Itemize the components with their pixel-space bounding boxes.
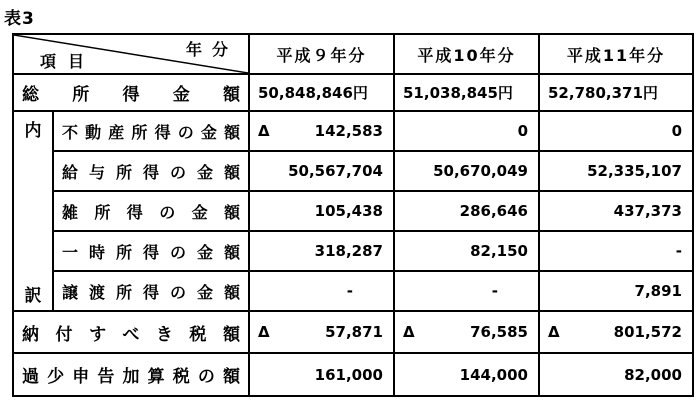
penalty-h9: 161,000 [249,353,394,396]
column-header-h11: 平成11年分 [539,34,693,74]
table-row [13,231,693,271]
table-row [13,311,693,353]
misc-h10: 286,646 [394,191,539,231]
tax-due-h9: Δ 57,871 [249,311,394,353]
table-row [13,353,693,396]
misc-h9: 105,438 [249,191,394,231]
temporary-h9: 318,287 [249,231,394,271]
transfer-h11: 7,891 [539,271,693,311]
delta-mark: Δ [403,323,415,341]
header-row [13,34,693,74]
total-income-h11: 52,780,371円 [539,74,693,111]
penalty-h11: 82,000 [539,353,693,396]
header-year-label: 年分 [185,40,238,59]
total-income-h9: 50,848,846円 [249,74,394,111]
temporary-h10: 82,150 [394,231,539,271]
table-row [13,151,693,191]
row-label-real-estate: 不動産所得の金額 [53,111,249,151]
table-row [13,74,693,111]
column-header-h10: 平成10年分 [394,34,539,74]
breakdown-label-bottom: 訳 [24,286,42,306]
real-estate-h9: Δ 142,583 [249,111,394,151]
tax-due-h10: Δ 76,585 [394,311,539,353]
transfer-h10: - [394,271,539,311]
table-row [13,111,693,151]
row-label-tax-due: 納付すべき税額 [13,311,249,353]
table-caption: 表3 [4,9,35,29]
real-estate-h10: 0 [394,111,539,151]
header-diagonal-cell [13,34,249,74]
row-label-misc: 雑所得の金額 [53,191,249,231]
header-item-label: 項目 [40,52,97,71]
table-row [13,191,693,231]
row-label-salary: 給与所得の金額 [53,151,249,191]
column-header-h9: 平成９年分 [249,34,394,74]
delta-mark: Δ [258,122,270,140]
real-estate-h11: 0 [539,111,693,151]
delta-mark: Δ [258,323,270,341]
delta-mark: Δ [548,323,560,341]
transfer-h9: - [249,271,394,311]
row-label-temporary: 一時所得の金額 [53,231,249,271]
misc-h11: 437,373 [539,191,693,231]
breakdown-label-top: 内 [24,121,42,141]
salary-h9: 50,567,704 [249,151,394,191]
tax-due-h11: Δ 801,572 [539,311,693,353]
income-table [12,33,694,397]
row-label-total-income: 総所得金額 [13,74,249,111]
temporary-h11: - [539,231,693,271]
table-row [13,271,693,311]
total-income-h10: 51,038,845円 [394,74,539,111]
breakdown-label [13,111,53,311]
penalty-h10: 144,000 [394,353,539,396]
salary-h10: 50,670,049 [394,151,539,191]
row-label-penalty: 過少申告加算税の額 [13,353,249,396]
salary-h11: 52,335,107 [539,151,693,191]
row-label-transfer: 譲渡所得の金額 [53,271,249,311]
